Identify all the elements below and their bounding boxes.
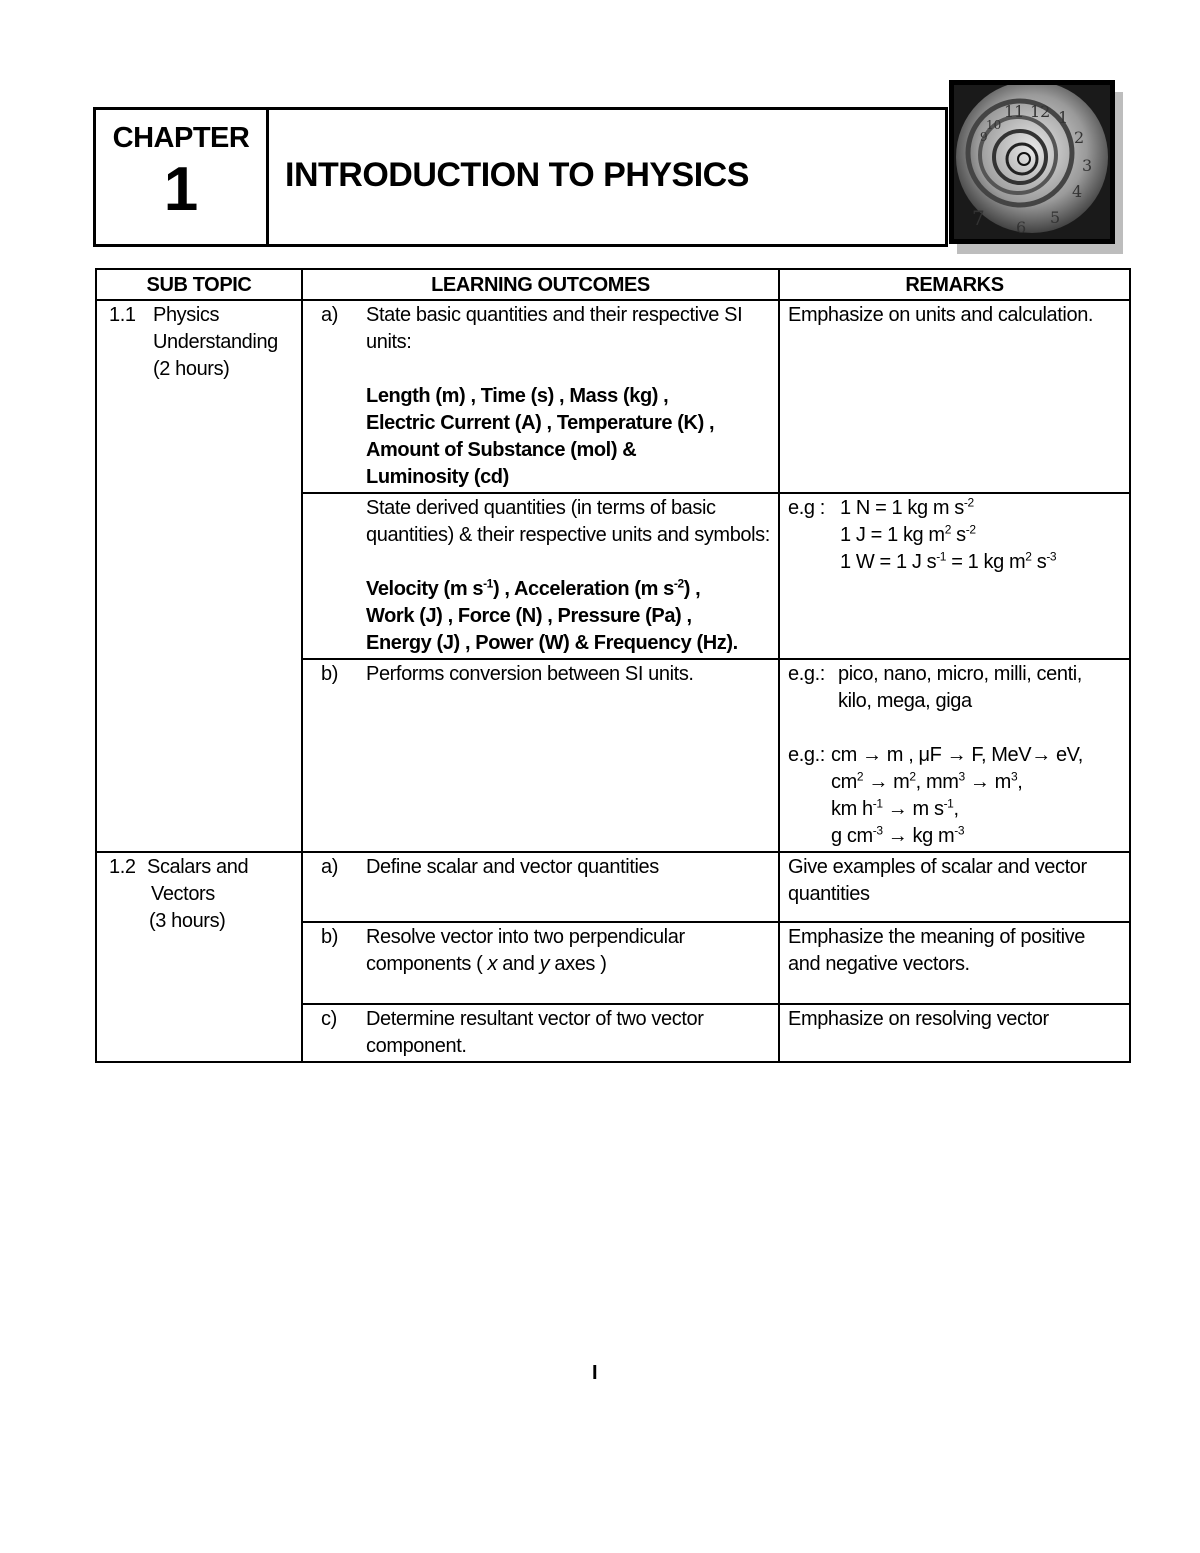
outcome-cell [302, 659, 779, 852]
clock-numeral: 6 [1016, 218, 1027, 237]
remark-cell [779, 659, 1130, 852]
remark-cell: Emphasize on resolving vector [779, 1004, 1130, 1062]
subtopic-cell [96, 852, 302, 1062]
page-number: I [592, 1362, 598, 1384]
clock-numeral: 4 [1072, 182, 1083, 201]
subtopic-line: Physics [153, 304, 220, 326]
basic-quantity-line: Luminosity (cd) [366, 466, 509, 488]
chapter-cell [96, 110, 269, 244]
subtopic-line: Understanding [153, 331, 278, 353]
clock-numeral: 9 [980, 130, 988, 144]
subtopic-number: 1.1 [109, 304, 136, 326]
conversion-line: $cm^2 \to m^2$, $mm^3 \to m^3$, [831, 769, 1023, 793]
clock-numeral: 11 [1004, 102, 1025, 121]
basic-quantity-line: Amount of Substance (mol) & [366, 439, 637, 461]
conversion-line: cm → m , μF → F, MeV→ eV, [831, 744, 1083, 766]
remark-cell: Emphasize the meaning of positive and negative vectors. [779, 922, 1130, 1004]
outcome-cell [302, 493, 779, 659]
clock-numeral: 10 [986, 118, 1002, 132]
basic-quantity-line: Length (m) , Time (s) , Mass (kg) , [366, 385, 669, 407]
syllabus-table [95, 268, 1131, 1063]
outcome-text: State basic quantities and their respective SI units: [366, 304, 743, 353]
clock-numeral: 1 [1058, 108, 1069, 127]
outcome-label: b) [321, 663, 338, 685]
unit-equation: 1 J = 1 kg $m^2$ $s^{-2}$ [840, 522, 976, 546]
conversion-line: km $h^{-1} \to m$ $s^{-1}$, [831, 796, 959, 820]
outcome-label: a) [321, 304, 338, 326]
chapter-number: 1 [163, 155, 199, 224]
outcome-cell [302, 852, 779, 922]
clock-frame [949, 80, 1115, 244]
chapter-label: CHAPTER [112, 122, 250, 154]
chapter-header [93, 107, 948, 247]
outcome-text: Performs conversion between SI units. [366, 663, 694, 685]
outcome-label: c) [321, 1008, 337, 1030]
outcome-text: Resolve vector into two perpendicular components ( x and y axes ) [366, 926, 685, 975]
prefix-list: kilo, mega, giga [838, 690, 972, 712]
outcome-cell [302, 922, 779, 1004]
subtopic-hours: (3 hours) [149, 910, 226, 932]
table-header-row [96, 269, 1130, 300]
spiral-clock-image [949, 80, 1117, 248]
outcome-cell [302, 1004, 779, 1062]
clock-numeral: 2 [1074, 128, 1085, 147]
prefix-list: pico, nano, micro, milli, centi, [838, 663, 1082, 685]
unit-equation: 1 W = 1 J $s^{-1} = 1$ kg $m^2$ $s^{-3}$ [840, 549, 1057, 573]
subtopic-cell [96, 300, 302, 852]
remark-eg: e.g.: [788, 663, 825, 685]
subtopic-line: Vectors [151, 883, 215, 905]
title-cell [269, 110, 945, 244]
spiral-clock-icon [954, 85, 1110, 239]
column-header-learning-outcomes: LEARNING OUTCOMES [302, 269, 779, 300]
unit-equation: 1 N = 1 kg m $s^{-2}$ [840, 495, 974, 519]
table-row [96, 852, 1130, 922]
clock-numeral: 3 [1082, 156, 1093, 175]
outcome-label: b) [321, 926, 338, 948]
subtopic-hours: (2 hours) [153, 358, 230, 380]
clock-numeral: 12 [1030, 102, 1051, 121]
remark-eg: e.g.: [788, 744, 825, 766]
derived-quantity-line: Energy (J) , Power (W) & Frequency (Hz). [366, 632, 738, 654]
clock-numeral: 5 [1050, 208, 1061, 227]
column-header-subtopic: SUB TOPIC [96, 269, 302, 300]
subtopic-line: Scalars and [147, 856, 249, 878]
clock-numeral: 7 [972, 206, 985, 230]
outcome-label: a) [321, 856, 338, 878]
subtopic-number: 1.2 [109, 856, 136, 878]
derived-quantity-line: Work (J) , Force (N) , Pressure (Pa) , [366, 605, 692, 627]
outcome-text: Determine resultant vector of two vector component. [366, 1008, 704, 1057]
remark-eg: e.g : [788, 497, 825, 519]
basic-quantity-line: Electric Current (A) , Temperature (K) , [366, 412, 715, 434]
remark-cell: Emphasize on units and calculation. [779, 300, 1130, 493]
outcome-text: State derived quantities (in terms of basic quantities) & their respective units and symbols: [366, 497, 770, 546]
table-row [96, 300, 1130, 493]
chapter-title: INTRODUCTION TO PHYSICS [285, 156, 749, 194]
derived-quantity-line: Velocity (m $s^{-1}$) , Acceleration (m $s^{-2}$) , [366, 576, 701, 600]
remark-cell: Give examples of scalar and vector quantities [779, 852, 1130, 922]
column-header-remarks: REMARKS [779, 269, 1130, 300]
outcome-cell [302, 300, 779, 493]
outcome-text: Define scalar and vector quantities [366, 856, 659, 878]
conversion-line: g $cm^{-3}$ → kg $m^{-3}$ [831, 823, 965, 847]
remark-cell [779, 493, 1130, 659]
